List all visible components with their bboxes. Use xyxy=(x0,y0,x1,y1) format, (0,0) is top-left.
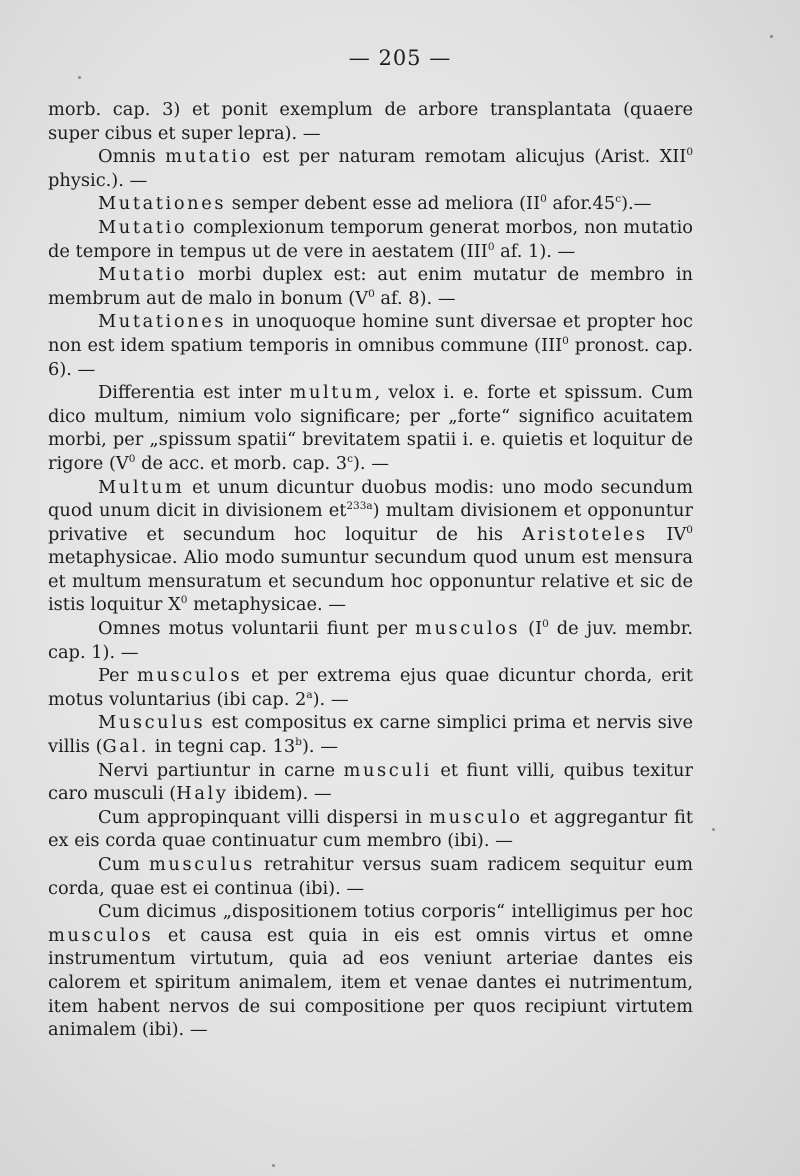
paragraph xyxy=(48,381,693,475)
superscript: 0 xyxy=(540,193,547,206)
spaced-term: Mutationes xyxy=(98,311,227,333)
paragraph xyxy=(48,216,693,263)
text-run: morbi duplex est: aut enim mutatur de membro in membrum aut de malo in bonum (V xyxy=(48,264,693,309)
superscript: 0 xyxy=(368,287,375,300)
text-run: IV xyxy=(647,523,687,545)
text-run: semper debent esse ad meliora (II xyxy=(226,193,541,215)
superscript: 233a xyxy=(346,500,373,513)
spaced-term: musculos xyxy=(414,618,521,640)
paragraph xyxy=(48,476,693,618)
text-run: ). — xyxy=(312,688,349,710)
text-run: est per naturam remotam alicujus (Arist. XII xyxy=(252,146,687,168)
text-run: Omnis xyxy=(98,146,166,168)
text-run: de acc. et morb. cap. 3 xyxy=(135,452,348,474)
spaced-term: mutatio xyxy=(165,146,253,168)
text-body xyxy=(48,98,693,1042)
text-run: pronost. cap. 6). — xyxy=(48,334,693,380)
superscript: c xyxy=(347,452,353,465)
spaced-term: musculi xyxy=(343,759,432,781)
paragraph xyxy=(48,617,693,664)
text-run: Omnes motus voluntarii fiunt per xyxy=(98,618,415,640)
text-run: complexionum temporum generat morbos, non mutatio de tempore in tempus ut de vere in aestatem (III xyxy=(48,216,693,262)
superscript: 0 xyxy=(542,618,549,631)
superscript: a xyxy=(306,688,313,701)
text-run: et unum dicuntur duobus modis: uno modo secundum quod unum dicit in divisionem et xyxy=(48,476,693,522)
spaced-term: musculus xyxy=(148,854,255,875)
spaced-term: Haly xyxy=(176,783,229,805)
text-run: af. 8). — xyxy=(374,287,456,309)
paragraph xyxy=(48,98,693,145)
text-run: af. 1). — xyxy=(494,240,576,262)
spaced-term: Gal. xyxy=(102,736,150,758)
page-number: — 205 — xyxy=(348,46,452,70)
text-run: physic.). — xyxy=(48,169,148,191)
superscript: b xyxy=(295,736,302,749)
text-run: Per xyxy=(98,665,138,687)
superscript: 0 xyxy=(686,523,693,536)
text-run: morb. cap. 3) et ponit exemplum de arbore transplantata (quaere super cibus et super lepra). — xyxy=(48,99,693,144)
text-run: afor.45 xyxy=(546,193,616,215)
text-run: et fiunt villi, quibus texitur caro musculi ( xyxy=(48,759,693,805)
text-run: Cum appropinquant villi dispersi in xyxy=(98,806,430,828)
spaced-term: musculos xyxy=(137,665,243,687)
paragraph xyxy=(48,664,693,711)
spaced-term: Mutatio xyxy=(98,216,188,238)
text-run: ). — xyxy=(301,736,338,758)
paragraph xyxy=(48,900,693,1042)
superscript: 0 xyxy=(180,594,188,607)
text-run: et aggregantur fit ex eis corda quae continuatur cum membro (ibi). — xyxy=(48,806,693,852)
paragraph xyxy=(48,853,693,900)
text-run: ibidem). — xyxy=(228,783,332,805)
spaced-term: Musculus xyxy=(98,712,206,734)
text-run: Cum xyxy=(98,854,149,875)
text-run: in tegni cap. 13 xyxy=(149,736,296,758)
paper-speck xyxy=(770,35,773,38)
text-run: metaphysicae. — xyxy=(187,594,347,616)
text-run: est compositus ex carne simplici prima et nervis sive villis ( xyxy=(48,712,693,758)
text-run: Nervi partiuntur in carne xyxy=(98,759,344,781)
paper-speck xyxy=(272,1164,275,1167)
spaced-term: Multum xyxy=(98,476,185,498)
paragraph xyxy=(48,806,693,853)
text-run: Cum dicimus „dispositionem totius corporis“ intelligimus per hoc xyxy=(98,901,693,923)
superscript: 0 xyxy=(562,335,569,348)
superscript: 0 xyxy=(686,146,693,159)
text-run: et per extrema ejus quae dicuntur chorda, erit motus voluntarius (ibi cap. 2 xyxy=(48,665,693,710)
paragraph xyxy=(48,145,693,192)
text-run: ). — xyxy=(352,452,390,474)
text-run: Differentia est inter xyxy=(98,382,290,404)
superscript: 0 xyxy=(128,452,136,465)
spaced-term: musculo xyxy=(429,806,523,828)
text-run: ).— xyxy=(621,193,652,215)
text-run: et causa est quia in eis est omnis virtus et omne instrumentum virtutum, quia ad eos veniunt arteriae dantes eis calorem et spiritum animalem, item et venae dantes ei nutrimentum, item habent nervos de sui compositione per quos recipiunt virtutem animalem (ibi). — xyxy=(48,924,693,1041)
paragraph xyxy=(48,310,693,381)
text-run: ) multam divisionem et opponuntur privative et secundum hoc loquitur de his xyxy=(48,500,693,545)
text-run: de juv. membr. cap. 1). — xyxy=(48,618,693,663)
superscript: c xyxy=(615,193,622,206)
paragraph xyxy=(48,759,693,806)
superscript: 0 xyxy=(487,240,495,253)
text-run: , velox i. e. forte et spissum. Cum dico multum, nimium volo significare; per „forte“ significo acuitatem morbi, per „spissum spatii“ brevitatem spatii i. e. quietis et loquitur de rigore (V xyxy=(48,382,693,474)
text-run: metaphysicae. Alio modo sumuntur secundum quod unum est mensura et multum mensuratum et secundum hoc opponuntur relative et sic de istis loquitur X xyxy=(48,547,693,616)
text-run: in unoquoque homine sunt diversae et propter hoc non est idem spatium temporis in omnibus commune (III xyxy=(48,311,693,356)
spaced-term: Aristoteles xyxy=(521,523,648,545)
paragraph xyxy=(48,263,693,310)
spaced-term: multum xyxy=(289,382,375,404)
paragraph xyxy=(48,192,693,216)
paper-speck xyxy=(712,828,715,831)
paper-speck xyxy=(78,76,81,79)
text-run: (I xyxy=(520,618,543,640)
spaced-term: Mutatio xyxy=(98,264,188,286)
paragraph xyxy=(48,711,693,758)
spaced-term: musculos xyxy=(48,924,154,946)
spaced-term: Mutationes xyxy=(98,193,227,215)
text-run: retrahitur versus suam radicem sequitur eum corda, quae est ei continua (ibi). — xyxy=(48,854,693,899)
